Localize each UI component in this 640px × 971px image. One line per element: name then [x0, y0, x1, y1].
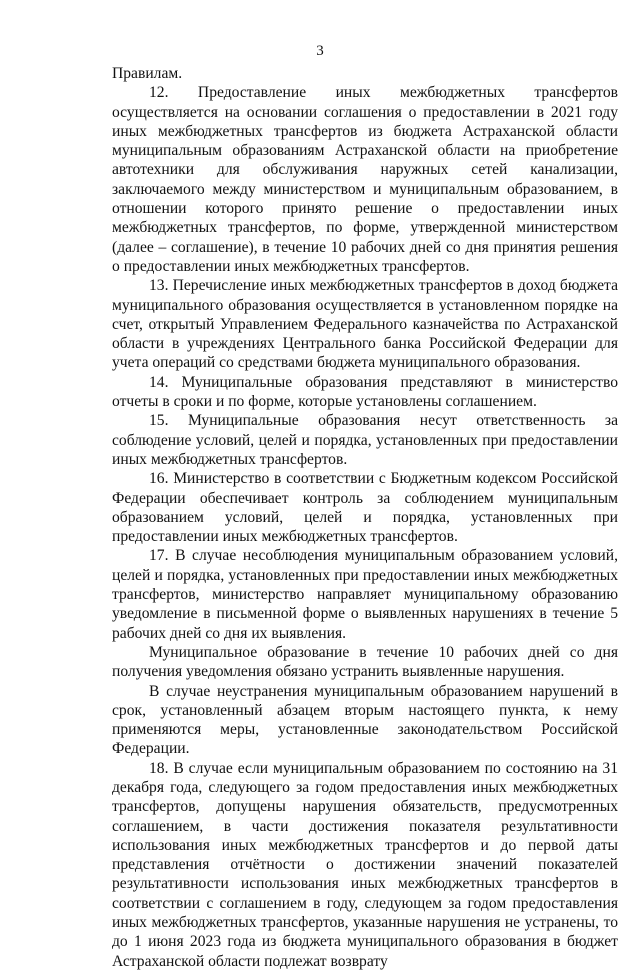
- document-body: [112, 64, 618, 971]
- paragraph: 13. Перечисление иных межбюджетных трансфертов в доход бюджета муниципального образования осуществляется в установленном порядке на счет, открытый Управлением Федерального казначейства по Астраханской области в учреждениях Центрального банка Российской Федерации для учета операций со средствами бюджета муниципального образования.: [112, 277, 618, 372]
- paragraph: 17. В случае несоблюдения муниципальным образованием условий, целей и порядка, установленных при предоставлении иных межбюджетных трансфертов, министерство направляет муниципальному образованию уведомление в письменной форме о выявленных нарушениях в течение 5 рабочих дней со дня их выявления.: [112, 547, 618, 642]
- paragraph: 12. Предоставление иных межбюджетных трансфертов осуществляется на основании соглашения о предоставлении в 2021 году иных межбюджетных трансфертов из бюджета Астраханской области муниципальным образованиям Астраханской области на приобретение автотехники для обслуживания наружных сетей канализации, заключаемого между министерством и муниципальным образованием, в отношении которого принято решение о предоставлении иных межбюджетных трансфертов, по форме, утвержденной министерством (далее – соглашение), в течение 10 рабочих дней со дня принятия решения о предоставлении иных межбюджетных трансфертов.: [112, 84, 618, 275]
- paragraph: 15. Муниципальные образования несут ответственность за соблюдение условий, целей и порядка, установленных при предоставлении иных межбюджетных трансфертов.: [112, 412, 618, 468]
- paragraph: 18. В случае если муниципальным образованием по состоянию на 31 декабря года, следующего за годом предоставления иных межбюджетных трансфертов, допущены нарушения обязательств, предусмотренных соглашением, в части достижения показателя результативности использования иных межбюджетных трансфертов и до первой даты представления отчётности о достижении значений показателей результативности использования иных межбюджетных трансфертов в соответствии с соглашением в году, следующем за годом предоставления иных межбюджетных трансфертов, указанные нарушения не устранены, то до 1 июня 2023 года из бюджета муниципального образования в бюджет Астраханской области подлежат возврату: [112, 759, 618, 970]
- paragraph: 14. Муниципальные образования представляют в министерство отчеты в сроки и по форме, которые установлены соглашением.: [112, 373, 618, 411]
- paragraph: В случае неустранения муниципальным образованием нарушений в срок, установленный абзацем вторым настоящего пункта, к нему применяются меры, установленные законодательством Российской Федерации.: [112, 682, 618, 758]
- paragraph: 16. Министерство в соответствии с Бюджетным кодексом Российской Федерации обеспечивает контроль за соблюдением муниципальным образованием условий, целей и порядка, установленных при предоставлении иных межбюджетных трансфертов.: [112, 470, 618, 546]
- page-number: 3: [316, 43, 324, 59]
- paragraph: Муниципальное образование в течение 10 рабочих дней со дня получения уведомления обязано устранить выявленные нарушения.: [112, 643, 618, 681]
- paragraph: Правилам.: [112, 65, 183, 82]
